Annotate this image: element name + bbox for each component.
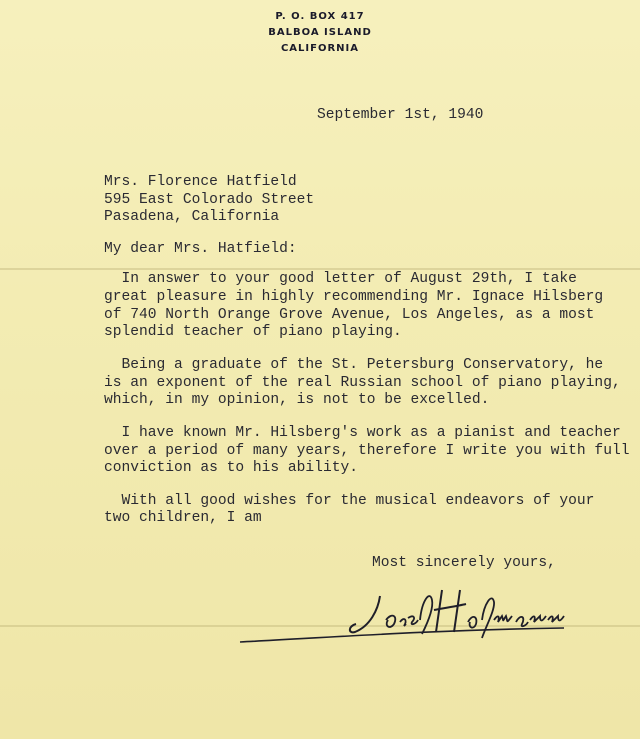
paragraph-4-line-2: two children, I am (104, 510, 262, 526)
paragraph-2-line-1: Being a graduate of the St. Petersburg Conservatory, he (104, 357, 604, 373)
recipient-street: 595 East Colorado Street (104, 192, 315, 208)
paragraph-1-line-4: splendid teacher of piano playing. (104, 324, 402, 340)
paragraph-3-line-1: I have known Mr. Hilsberg's work as a pianist and teacher (104, 425, 621, 441)
letterhead-island: BALBOA ISLAND (268, 27, 372, 38)
paragraph-4-line-1: With all good wishes for the musical endeavors of your (104, 493, 595, 509)
salutation: My dear Mrs. Hatfield: (104, 241, 297, 257)
letterhead-state: CALIFORNIA (280, 43, 360, 54)
paragraph-3-line-3: conviction as to his ability. (104, 460, 358, 476)
recipient-name: Mrs. Florence Hatfield (104, 174, 297, 190)
signature-image (230, 580, 570, 650)
paragraph-1-line-3: of 740 North Orange Grove Avenue, Los Angeles, as a most (104, 307, 595, 323)
paragraph-3-line-2: over a period of many years, therefore I write you with full (104, 443, 630, 459)
letterhead-box: P. O. BOX 417 (275, 11, 365, 22)
letter-date: September 1st, 1940 (317, 107, 484, 123)
recipient-city: Pasadena, California (104, 209, 280, 225)
paragraph-1-line-1: In answer to your good letter of August 29th, I take (104, 271, 577, 287)
closing: Most sincerely yours, (372, 555, 556, 571)
paragraph-1-line-2: great pleasure in highly recommending Mr. Ignace Hilsberg (104, 289, 604, 305)
paragraph-2-line-3: which, in my opinion, is not to be excelled. (104, 392, 490, 408)
paragraph-2-line-2: is an exponent of the real Russian school of piano playing, (104, 375, 621, 391)
